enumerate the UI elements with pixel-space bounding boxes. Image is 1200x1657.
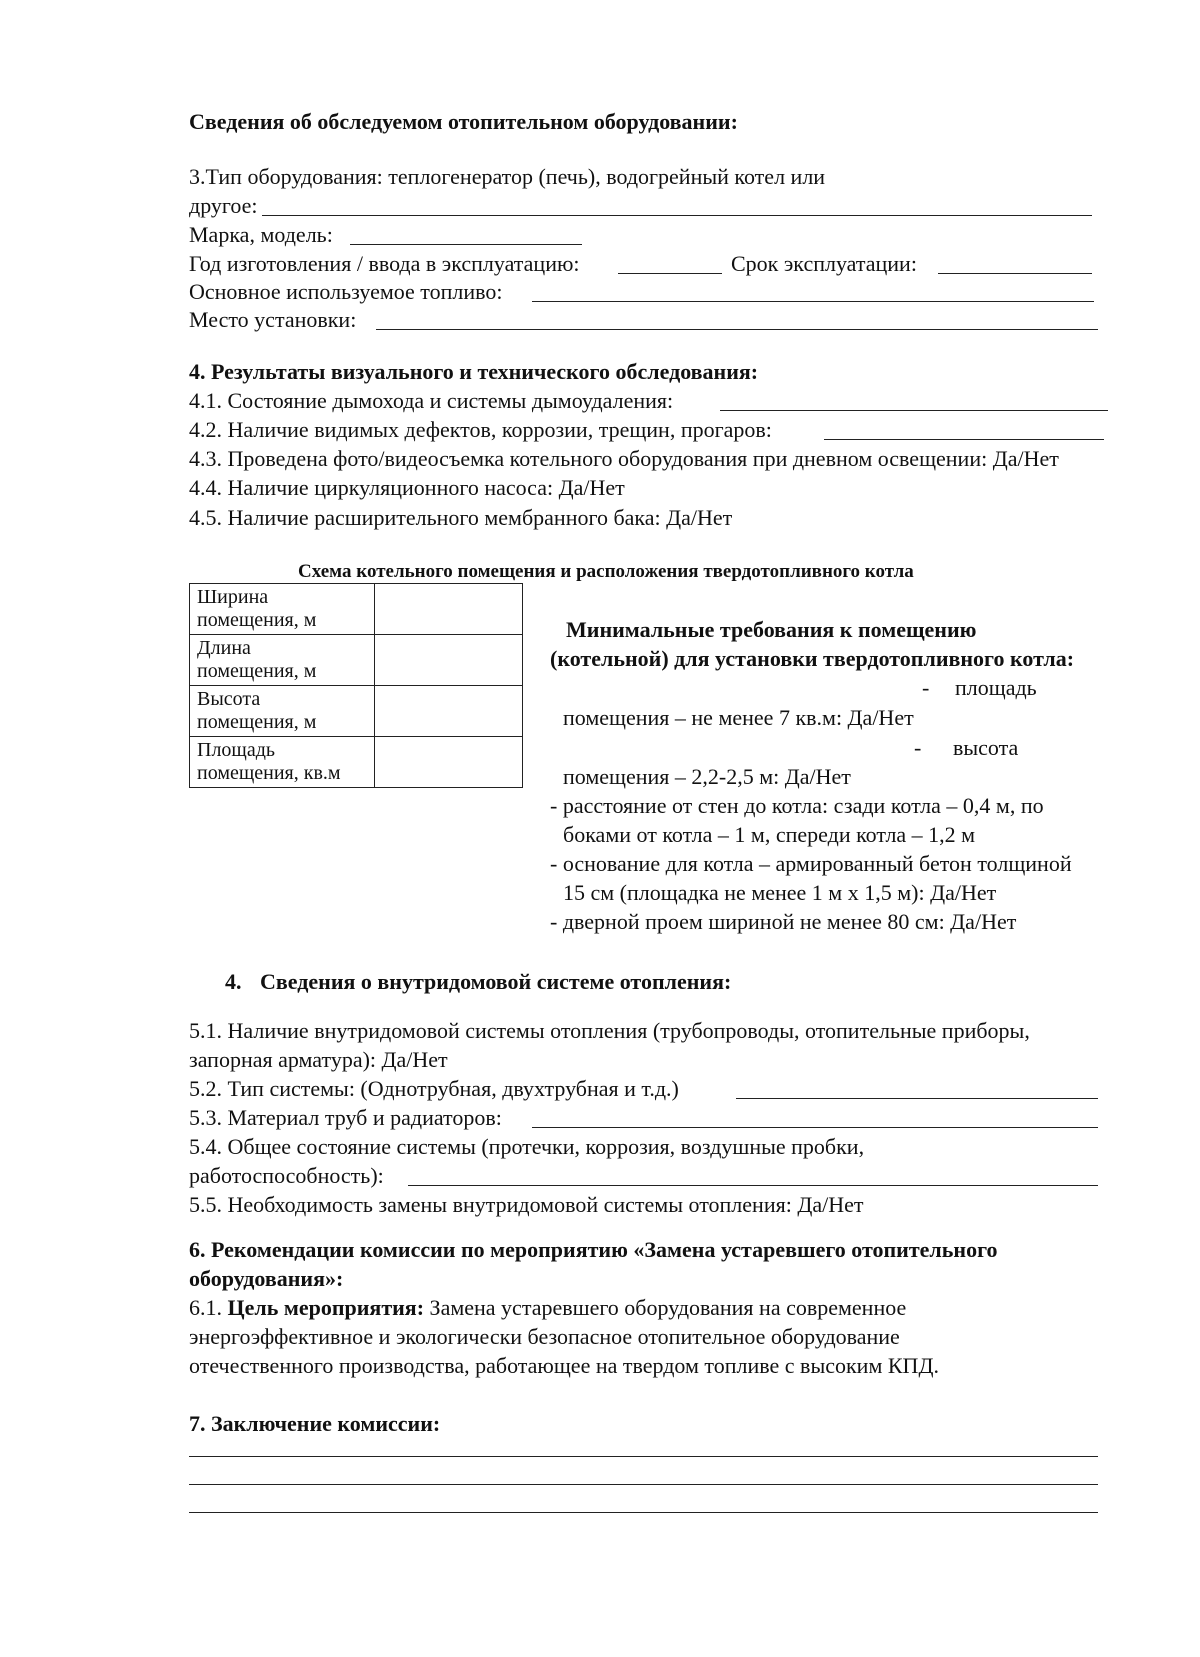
equipment-type-line: 3.Тип оборудования: теплогенератор (печь), водогрейный котел или bbox=[189, 164, 826, 189]
year-field[interactable] bbox=[618, 273, 722, 274]
req-dash: - bbox=[914, 735, 922, 760]
req-door: - дверной проем шириной не менее 80 см: Да/Нет bbox=[550, 909, 1017, 934]
equipment-other-label: другое: bbox=[189, 193, 258, 218]
table-cell-label: Длина помещения, м bbox=[190, 635, 375, 686]
year-label: Год изготовления / ввода в эксплуатацию: bbox=[189, 251, 580, 276]
equipment-other-field[interactable] bbox=[262, 215, 1092, 216]
item-4-3: 4.3. Проведена фото/видеосъемка котельного оборудования при дневном освещении: Да/Нет bbox=[189, 446, 1059, 471]
section7-title: 7. Заключение комиссии: bbox=[189, 1411, 441, 1436]
section6-title-2: оборудования»: bbox=[189, 1266, 344, 1291]
item-5-4-field[interactable] bbox=[408, 1185, 1098, 1186]
section5-title: Сведения о внутридомовой системе отопления: bbox=[260, 969, 732, 994]
req-base-a: - основание для котла – армированный бетон толщиной bbox=[550, 851, 1072, 876]
conclusion-line[interactable] bbox=[189, 1456, 1098, 1457]
req-area-a: площадь bbox=[955, 675, 1037, 700]
table-row bbox=[190, 686, 523, 737]
item-5-3-label: 5.3. Материал труб и радиаторов: bbox=[189, 1105, 502, 1130]
section5-number: 4. bbox=[225, 969, 242, 994]
place-field[interactable] bbox=[376, 329, 1098, 330]
table-row bbox=[190, 635, 523, 686]
scheme-title: Схема котельного помещения и расположения твердотопливного котла bbox=[298, 561, 914, 582]
section6-title-1: 6. Рекомендации комиссии по мероприятию «Замена устаревшего отопительного bbox=[189, 1237, 998, 1262]
fuel-label: Основное используемое топливо: bbox=[189, 279, 503, 304]
table-cell-value[interactable] bbox=[375, 584, 523, 635]
table-row bbox=[190, 584, 523, 635]
item-6-1-line1: 6.1. Цель мероприятия: Замена устаревшего оборудования на современное bbox=[189, 1295, 907, 1320]
conclusion-line[interactable] bbox=[189, 1512, 1098, 1513]
table-cell-value[interactable] bbox=[375, 686, 523, 737]
table-cell-value[interactable] bbox=[375, 635, 523, 686]
req-area-b: помещения – не менее 7 кв.м: Да/Нет bbox=[563, 705, 914, 730]
room-dimensions-table bbox=[189, 583, 523, 788]
table-row bbox=[190, 737, 523, 788]
item-4-1-field[interactable] bbox=[720, 410, 1108, 411]
place-label: Место установки: bbox=[189, 307, 357, 332]
table-cell-value[interactable] bbox=[375, 737, 523, 788]
req-base-b: 15 см (площадка не менее 1 м х 1,5 м): Да/Нет bbox=[563, 880, 997, 905]
equipment-section-title: Сведения об обследуемом отопительном оборудовании: bbox=[189, 109, 738, 134]
item-6-1-line2: энергоэффективное и экологически безопасное отопительное оборудование bbox=[189, 1324, 900, 1349]
req-dash: - bbox=[922, 675, 930, 700]
item-4-2-label: 4.2. Наличие видимых дефектов, коррозии, трещин, прогаров: bbox=[189, 417, 772, 442]
item-5-5: 5.5. Необходимость замены внутридомовой системы отопления: Да/Нет bbox=[189, 1192, 864, 1217]
brand-field[interactable] bbox=[350, 244, 582, 245]
table-cell-label: Ширина помещения, м bbox=[190, 584, 375, 635]
req-height-b: помещения – 2,2-2,5 м: Да/Нет bbox=[563, 764, 851, 789]
req-distance-b: боками от котла – 1 м, спереди котла – 1,2 м bbox=[563, 822, 976, 847]
section4-title: 4. Результаты визуального и технического обследования: bbox=[189, 359, 759, 384]
item-5-3-field[interactable] bbox=[532, 1127, 1098, 1128]
item-4-5: 4.5. Наличие расширительного мембранного бака: Да/Нет bbox=[189, 505, 733, 530]
req-height-a: высота bbox=[953, 735, 1019, 760]
term-field[interactable] bbox=[938, 273, 1092, 274]
brand-label: Марка, модель: bbox=[189, 222, 333, 247]
item-4-2-field[interactable] bbox=[824, 439, 1104, 440]
item-4-1-label: 4.1. Состояние дымохода и системы дымоудаления: bbox=[189, 388, 674, 413]
item-4-4: 4.4. Наличие циркуляционного насоса: Да/Нет bbox=[189, 475, 625, 500]
item-5-2-label: 5.2. Тип системы: (Однотрубная, двухтрубная и т.д.) bbox=[189, 1076, 679, 1101]
fuel-field[interactable] bbox=[532, 301, 1094, 302]
item-5-2-field[interactable] bbox=[736, 1098, 1098, 1099]
item-5-1-b: запорная арматура): Да/Нет bbox=[189, 1047, 448, 1072]
req-distance-a: - расстояние от стен до котла: сзади котла – 0,4 м, по bbox=[550, 793, 1044, 818]
item-6-1-line3: отечественного производства, работающее на твердом топливе с высоким КПД. bbox=[189, 1353, 939, 1378]
conclusion-line[interactable] bbox=[189, 1484, 1098, 1485]
item-5-4-b: работоспособность): bbox=[189, 1163, 384, 1188]
requirements-title-1: Минимальные требования к помещению bbox=[566, 617, 977, 642]
item-5-1-a: 5.1. Наличие внутридомовой системы отопления (трубопроводы, отопительные приборы, bbox=[189, 1018, 1030, 1043]
item-5-4-a: 5.4. Общее состояние системы (протечки, коррозия, воздушные пробки, bbox=[189, 1134, 865, 1159]
table-cell-label: Высота помещения, м bbox=[190, 686, 375, 737]
requirements-title-2: (котельной) для установки твердотопливного котла: bbox=[550, 646, 1075, 671]
table-cell-label: Площадь помещения, кв.м bbox=[190, 737, 375, 788]
term-label: Срок эксплуатации: bbox=[731, 251, 917, 276]
